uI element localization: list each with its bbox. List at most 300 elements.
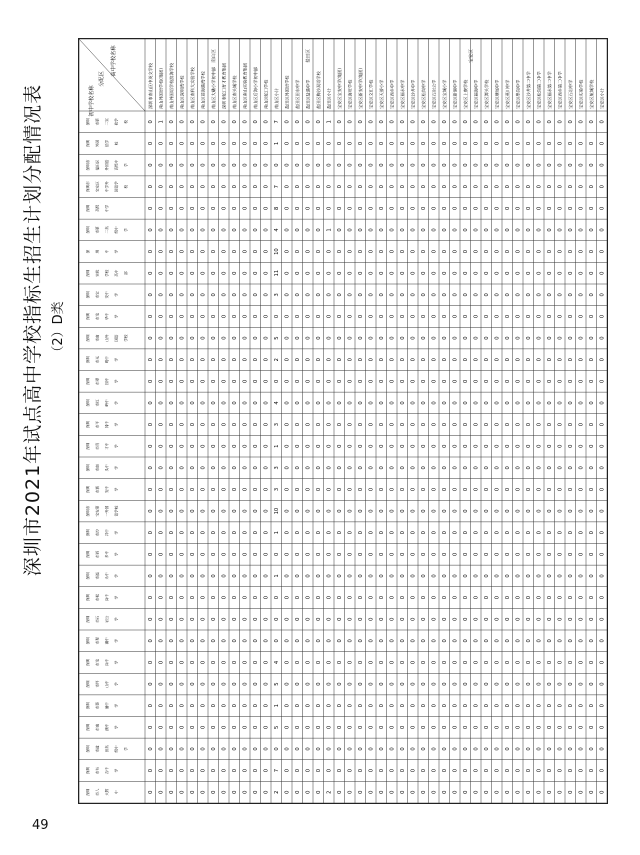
table-cell: 0 bbox=[378, 704, 385, 708]
table-cell: 0 bbox=[242, 682, 249, 686]
table-cell: 0 bbox=[578, 790, 585, 794]
district-label: 宝安区 bbox=[469, 49, 475, 63]
table-cell: 0 bbox=[284, 444, 291, 448]
table-cell: 0 bbox=[294, 768, 301, 773]
column-name: 学 bbox=[114, 401, 119, 405]
table-cell: 0 bbox=[179, 206, 186, 210]
table-cell: 0 bbox=[347, 747, 354, 751]
table-cell: 0 bbox=[147, 747, 154, 751]
table-cell: 0 bbox=[336, 617, 343, 621]
table-cell: 0 bbox=[378, 120, 385, 124]
table-cell: 0 bbox=[368, 379, 375, 383]
table-cell: 0 bbox=[158, 379, 165, 383]
table-cell: 0 bbox=[399, 401, 406, 405]
table-cell: 0 bbox=[294, 401, 301, 405]
table-cell: 0 bbox=[431, 768, 438, 773]
table-cell: 0 bbox=[315, 617, 322, 621]
table-cell: 0 bbox=[557, 379, 564, 383]
table-cell: 0 bbox=[578, 228, 585, 232]
table-cell: 0 bbox=[588, 163, 595, 167]
table-cell: 0 bbox=[525, 293, 532, 297]
column-name: 学 bbox=[114, 487, 119, 492]
table-cell: 0 bbox=[389, 574, 396, 578]
table-cell: 0 bbox=[536, 379, 543, 383]
table-cell: 0 bbox=[578, 660, 585, 665]
row-name: 宝安区沙井中学 bbox=[410, 79, 416, 109]
table-cell: 0 bbox=[179, 768, 186, 773]
table-cell: 0 bbox=[410, 206, 417, 210]
column-name: 学 bbox=[114, 357, 119, 362]
table-cell: 1 bbox=[273, 531, 280, 535]
table-cell: 0 bbox=[294, 617, 301, 621]
row-name: 宝安区福海中学 bbox=[473, 79, 479, 109]
table-cell: 0 bbox=[441, 509, 448, 513]
table-cell: 0 bbox=[168, 293, 175, 297]
column-name: 市南 bbox=[95, 723, 100, 731]
table-cell: 0 bbox=[284, 401, 291, 405]
table-cell: 0 bbox=[263, 790, 270, 794]
table-cell: 0 bbox=[588, 487, 595, 492]
table-cell: 0 bbox=[336, 120, 343, 124]
table-cell: 0 bbox=[567, 725, 574, 729]
table-cell: 0 bbox=[557, 444, 564, 448]
table-cell: 0 bbox=[242, 790, 249, 794]
table-cell: 0 bbox=[567, 358, 574, 362]
table-cell: 0 bbox=[210, 314, 217, 319]
column-name: 学 bbox=[114, 422, 119, 427]
table-cell: 0 bbox=[357, 336, 364, 340]
table-cell: 0 bbox=[189, 725, 196, 729]
table-cell: 0 bbox=[399, 466, 406, 470]
table-cell: 0 bbox=[357, 617, 364, 621]
table-cell: 0 bbox=[515, 444, 522, 448]
table-cell: 0 bbox=[504, 358, 511, 362]
table-cell: 0 bbox=[578, 358, 585, 362]
table-cell: 0 bbox=[168, 725, 175, 729]
table-cell: 0 bbox=[536, 120, 543, 124]
table-cell: 0 bbox=[599, 509, 606, 513]
table-cell: 0 bbox=[210, 271, 217, 275]
table-cell: 0 bbox=[399, 228, 406, 232]
table-cell: 0 bbox=[168, 444, 175, 448]
table-cell: 0 bbox=[189, 531, 196, 535]
table-cell: 0 bbox=[431, 314, 438, 319]
table-cell: 0 bbox=[578, 617, 585, 621]
table-cell: 0 bbox=[242, 422, 249, 427]
table-cell: 3 bbox=[273, 487, 280, 492]
table-cell: 0 bbox=[189, 314, 196, 319]
table-cell: 0 bbox=[536, 401, 543, 405]
table-cell: 0 bbox=[326, 660, 333, 665]
table-cell: 0 bbox=[200, 574, 207, 578]
table-cell: 0 bbox=[347, 120, 354, 124]
table-cell: 0 bbox=[273, 747, 280, 751]
table-cell: 0 bbox=[462, 682, 469, 686]
table-cell: 0 bbox=[557, 293, 564, 297]
table-cell: 0 bbox=[599, 336, 606, 340]
table-cell: 0 bbox=[168, 768, 175, 773]
table-cell: 0 bbox=[441, 617, 448, 621]
table-cell: 0 bbox=[368, 466, 375, 470]
table-cell: 0 bbox=[567, 249, 574, 254]
table-cell: 0 bbox=[420, 293, 427, 297]
table-cell: 0 bbox=[441, 422, 448, 427]
table-cell: 0 bbox=[546, 163, 553, 167]
table-cell: 0 bbox=[389, 704, 396, 708]
table-cell: 0 bbox=[200, 617, 207, 621]
table-cell: 0 bbox=[347, 552, 354, 556]
table-cell: 0 bbox=[525, 509, 532, 513]
table-cell: 0 bbox=[221, 747, 228, 751]
table-cell: 0 bbox=[242, 293, 249, 297]
table-cell: 0 bbox=[473, 379, 480, 383]
table-cell: 0 bbox=[567, 120, 574, 124]
table-cell: 0 bbox=[284, 531, 291, 535]
table-cell: 0 bbox=[515, 574, 522, 578]
table-cell: 0 bbox=[147, 314, 154, 319]
table-cell: 0 bbox=[168, 185, 175, 189]
table-cell: 0 bbox=[578, 487, 585, 492]
table-cell: 0 bbox=[399, 185, 406, 189]
column-name: 校 bbox=[124, 120, 128, 124]
table-cell: 0 bbox=[210, 141, 217, 146]
column-name: 学 bbox=[124, 747, 128, 751]
table-cell: 0 bbox=[525, 790, 532, 794]
table-cell: 0 bbox=[200, 185, 207, 189]
table-cell: 0 bbox=[452, 422, 459, 427]
table-cell: 0 bbox=[242, 617, 249, 621]
table-cell: 0 bbox=[546, 790, 553, 794]
table-cell: 0 bbox=[347, 228, 354, 232]
column-name: 学 bbox=[114, 379, 119, 384]
table-cell: 0 bbox=[525, 574, 532, 578]
table-cell: 0 bbox=[231, 747, 238, 751]
table-cell: 0 bbox=[525, 336, 532, 340]
table-cell: 0 bbox=[200, 704, 207, 708]
table-cell: 0 bbox=[315, 768, 322, 773]
table-cell: 0 bbox=[389, 747, 396, 751]
table-cell: 0 bbox=[189, 682, 196, 686]
table-cell: 0 bbox=[452, 747, 459, 751]
table-cell: 0 bbox=[357, 163, 364, 167]
table-cell: 0 bbox=[252, 466, 259, 470]
table-cell: 0 bbox=[200, 249, 207, 254]
table-cell: 0 bbox=[179, 379, 186, 383]
table-cell: 0 bbox=[473, 228, 480, 232]
table-cell: 0 bbox=[200, 466, 207, 470]
row-name: 宝安区西乡中学 bbox=[389, 79, 395, 109]
table-cell: 0 bbox=[284, 466, 291, 470]
table-cell: 0 bbox=[473, 293, 480, 297]
column-name: 冈中 bbox=[105, 420, 109, 429]
table-cell: 0 bbox=[588, 768, 595, 773]
table-cell: 0 bbox=[168, 574, 175, 578]
table-cell: 0 bbox=[252, 487, 259, 492]
table-cell: 0 bbox=[588, 185, 595, 189]
table-cell: 0 bbox=[252, 617, 259, 621]
table-cell: 0 bbox=[504, 379, 511, 383]
table-cell: 0 bbox=[378, 747, 385, 751]
table-cell: 0 bbox=[357, 379, 364, 383]
table-cell: 0 bbox=[588, 293, 595, 297]
table-cell: 0 bbox=[431, 466, 438, 470]
table-cell: 0 bbox=[347, 768, 354, 773]
table-cell: 0 bbox=[242, 487, 249, 492]
page-number: 49 bbox=[32, 818, 49, 833]
column-name: 市西 bbox=[95, 550, 100, 558]
column-name: 深圳 bbox=[86, 291, 90, 299]
table-cell: 0 bbox=[410, 660, 417, 665]
table-cell: 0 bbox=[336, 725, 343, 729]
table-cell: 0 bbox=[357, 639, 364, 643]
table-cell: 0 bbox=[546, 314, 553, 319]
table-cell: 0 bbox=[420, 790, 427, 794]
column-name: 宝安第 bbox=[95, 505, 100, 517]
table-cell: 0 bbox=[294, 487, 301, 492]
table-cell: 0 bbox=[147, 552, 154, 556]
table-cell: 0 bbox=[557, 185, 564, 189]
table-cell: 0 bbox=[420, 185, 427, 189]
table-cell: 0 bbox=[525, 725, 532, 729]
table-cell: 0 bbox=[284, 509, 291, 513]
table-cell: 0 bbox=[284, 163, 291, 167]
table-cell: 0 bbox=[368, 509, 375, 513]
table-cell: 7 bbox=[273, 185, 280, 189]
table-cell: 0 bbox=[368, 336, 375, 340]
row-name: 南山区南头城学校 bbox=[232, 75, 238, 109]
table-cell: 0 bbox=[483, 595, 490, 600]
table-cell: 0 bbox=[546, 422, 553, 427]
table-cell: 0 bbox=[242, 228, 249, 232]
table-cell: 0 bbox=[200, 682, 207, 686]
table-cell: 0 bbox=[431, 574, 438, 578]
table-cell: 0 bbox=[189, 228, 196, 232]
table-cell: 0 bbox=[599, 790, 606, 794]
table-cell: 0 bbox=[389, 401, 396, 405]
table-cell: 0 bbox=[200, 336, 207, 340]
table-cell: 0 bbox=[305, 617, 312, 621]
table-cell: 0 bbox=[588, 444, 595, 448]
table-cell: 0 bbox=[147, 422, 154, 427]
table-cell: 0 bbox=[515, 336, 522, 340]
table-cell: 0 bbox=[462, 639, 469, 643]
table-cell: 0 bbox=[336, 682, 343, 686]
table-cell: 0 bbox=[515, 682, 522, 686]
table-cell: 0 bbox=[410, 595, 417, 600]
column-name: 市翠 bbox=[95, 377, 100, 385]
table-cell: 0 bbox=[263, 617, 270, 621]
table-cell: 0 bbox=[378, 185, 385, 189]
table-cell: 0 bbox=[525, 639, 532, 643]
table-cell: 0 bbox=[431, 141, 438, 146]
table-cell: 0 bbox=[599, 595, 606, 600]
table-cell: 0 bbox=[242, 552, 249, 556]
table-cell: 0 bbox=[420, 444, 427, 448]
table-cell: 0 bbox=[452, 531, 459, 535]
table-cell: 0 bbox=[294, 660, 301, 665]
table-cell: 0 bbox=[231, 704, 238, 708]
table-cell: 0 bbox=[462, 509, 469, 513]
table-cell: 0 bbox=[221, 725, 228, 729]
table-cell: 0 bbox=[462, 141, 469, 146]
table-cell: 0 bbox=[263, 293, 270, 297]
column-name: 深圳市 bbox=[86, 505, 90, 517]
table-cell: 0 bbox=[399, 422, 406, 427]
table-cell: 0 bbox=[578, 120, 585, 124]
table-cell: 0 bbox=[420, 617, 427, 621]
table-cell: 0 bbox=[168, 509, 175, 513]
row-name: 宝安区文汇学校 bbox=[368, 79, 374, 109]
table-cell: 0 bbox=[588, 552, 595, 556]
column-name: 深圳 bbox=[86, 356, 90, 364]
table-cell: 0 bbox=[567, 487, 574, 492]
table-cell: 0 bbox=[599, 574, 606, 578]
table-cell: 0 bbox=[389, 422, 396, 427]
table-cell: 0 bbox=[536, 487, 543, 492]
table-cell: 0 bbox=[357, 509, 364, 513]
table-cell: 0 bbox=[336, 249, 343, 254]
table-cell: 0 bbox=[578, 531, 585, 535]
column-name: 市人 bbox=[95, 788, 100, 796]
table-cell: 0 bbox=[378, 422, 385, 427]
table-cell: 0 bbox=[567, 293, 574, 297]
table-cell: 0 bbox=[410, 185, 417, 189]
table-cell: 0 bbox=[242, 595, 249, 600]
table-cell: 0 bbox=[504, 206, 511, 210]
table-cell: 0 bbox=[557, 487, 564, 492]
table-cell: 0 bbox=[473, 487, 480, 492]
table-cell: 0 bbox=[179, 509, 186, 513]
table-cell: 0 bbox=[536, 682, 543, 686]
table-cell: 0 bbox=[179, 747, 186, 751]
table-cell: 0 bbox=[284, 768, 291, 773]
table-cell: 0 bbox=[504, 531, 511, 535]
table-cell: 0 bbox=[399, 682, 406, 686]
table-cell: 0 bbox=[483, 336, 490, 340]
table-cell: 0 bbox=[420, 552, 427, 556]
table-cell: 0 bbox=[420, 466, 427, 470]
row-name: 南山区南科大实验学校 bbox=[190, 67, 196, 109]
row-name: 南山区深圳湾学校 bbox=[179, 75, 185, 109]
row-name: 宝安区上寮学校 bbox=[463, 79, 469, 109]
column-name: 学 bbox=[114, 466, 119, 470]
table-cell: 0 bbox=[389, 725, 396, 729]
table-cell: 0 bbox=[189, 595, 196, 600]
table-cell: 0 bbox=[179, 790, 186, 794]
row-name: 宝安区宝安中学(集团) bbox=[337, 68, 343, 109]
table-cell: 0 bbox=[368, 228, 375, 232]
table-cell: 0 bbox=[357, 120, 364, 124]
table-cell: 0 bbox=[147, 725, 154, 729]
table-cell: 0 bbox=[284, 379, 291, 383]
column-name: 校 bbox=[124, 184, 128, 189]
table-cell: 0 bbox=[525, 120, 532, 124]
column-name: 市布 bbox=[95, 766, 100, 775]
table-cell: 0 bbox=[221, 768, 228, 773]
table-cell: 0 bbox=[494, 660, 501, 665]
column-name: 乡中 bbox=[105, 550, 109, 558]
column-name: 验学 bbox=[114, 118, 119, 126]
table-cell: 0 bbox=[168, 228, 175, 232]
table-cell: 0 bbox=[210, 574, 217, 578]
table-cell: 0 bbox=[420, 509, 427, 513]
table-cell: 0 bbox=[441, 768, 448, 773]
table-cell: 0 bbox=[483, 249, 490, 254]
table-cell: 0 bbox=[441, 660, 448, 665]
table-cell: 0 bbox=[294, 531, 301, 535]
table-cell: 0 bbox=[599, 185, 606, 189]
table-cell: 0 bbox=[336, 768, 343, 773]
table-cell: 0 bbox=[431, 185, 438, 189]
table-cell: 0 bbox=[441, 206, 448, 210]
table-cell: 0 bbox=[147, 228, 154, 232]
table-cell: 0 bbox=[525, 358, 532, 362]
column-name: 高中 bbox=[114, 269, 119, 277]
table-cell: 0 bbox=[294, 704, 301, 708]
table-cell: 0 bbox=[431, 293, 438, 297]
table-cell: 0 bbox=[525, 466, 532, 470]
table-cell: 0 bbox=[567, 552, 574, 556]
table-cell: 0 bbox=[315, 487, 322, 492]
table-cell: 0 bbox=[473, 185, 480, 189]
table-cell: 0 bbox=[221, 487, 228, 492]
table-cell: 0 bbox=[189, 574, 196, 578]
table-cell: 0 bbox=[462, 704, 469, 708]
table-cell: 0 bbox=[536, 141, 543, 146]
table-cell: 0 bbox=[179, 401, 186, 405]
table-cell: 0 bbox=[420, 704, 427, 708]
column-name: 深圳 bbox=[86, 334, 90, 342]
table-cell: 0 bbox=[452, 768, 459, 773]
column-name: 市福 bbox=[95, 572, 100, 580]
row-name: 盐田区小计 bbox=[326, 88, 332, 109]
table-cell: 0 bbox=[494, 725, 501, 729]
column-name: 深圳 bbox=[86, 658, 90, 667]
table-cell: 0 bbox=[315, 141, 322, 146]
table-cell: 0 bbox=[315, 725, 322, 729]
table-cell: 0 bbox=[378, 358, 385, 362]
table-cell: 0 bbox=[557, 682, 564, 686]
table-cell: 0 bbox=[410, 466, 417, 470]
table-cell: 0 bbox=[336, 293, 343, 297]
table-cell: 0 bbox=[326, 358, 333, 362]
table-cell: 0 bbox=[368, 704, 375, 708]
table-cell: 0 bbox=[200, 206, 207, 210]
table-cell: 0 bbox=[378, 574, 385, 578]
table-cell: 0 bbox=[431, 747, 438, 751]
column-name: 深圳 bbox=[86, 399, 90, 407]
table-cell: 0 bbox=[420, 120, 427, 124]
table-cell: 0 bbox=[189, 422, 196, 427]
table-cell: 0 bbox=[347, 466, 354, 470]
table-cell: 0 bbox=[494, 466, 501, 470]
table-cell: 0 bbox=[284, 249, 291, 254]
table-cell: 0 bbox=[147, 531, 154, 535]
table-cell: 0 bbox=[336, 444, 343, 448]
table-cell: 0 bbox=[147, 401, 154, 405]
table-cell: 0 bbox=[200, 314, 207, 319]
table-cell: 0 bbox=[567, 206, 574, 210]
table-cell: 0 bbox=[410, 249, 417, 254]
table-cell: 0 bbox=[420, 249, 427, 254]
table-cell: 0 bbox=[231, 141, 238, 146]
table-cell: 0 bbox=[368, 790, 375, 794]
table-cell: 0 bbox=[431, 422, 438, 427]
table-cell: 0 bbox=[420, 206, 427, 210]
table-cell: 0 bbox=[557, 466, 564, 470]
table-cell: 0 bbox=[494, 639, 501, 643]
table-cell: 0 bbox=[546, 249, 553, 254]
